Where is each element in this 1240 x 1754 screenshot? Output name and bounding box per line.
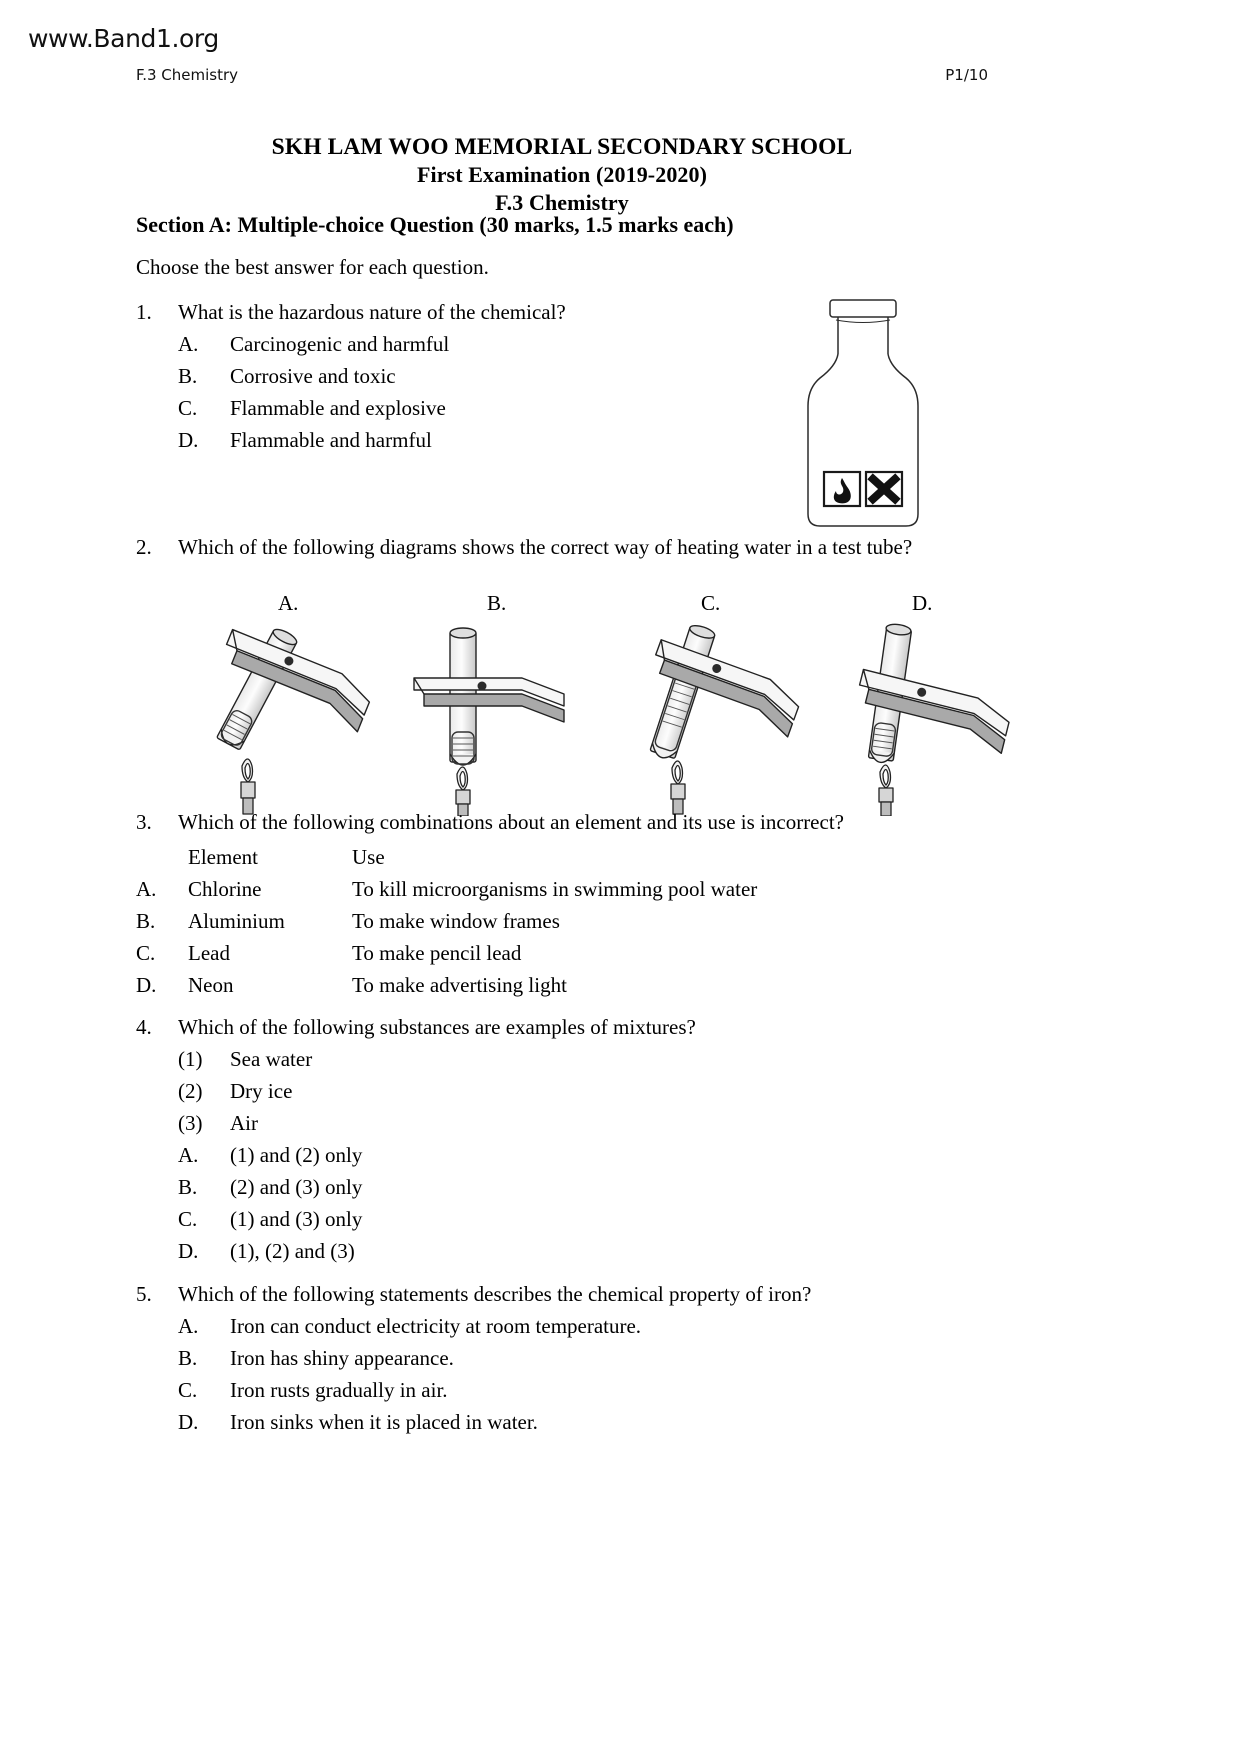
- option-label: B.: [178, 364, 198, 388]
- option-label: A.: [178, 1143, 199, 1167]
- element-use: To kill microorganisms in swimming pool water: [352, 877, 758, 901]
- element-name: Lead: [188, 941, 230, 965]
- element-use: To make window frames: [352, 909, 560, 933]
- option-value: (2) and (3) only: [230, 1175, 363, 1199]
- column-header-element: Element: [188, 845, 258, 869]
- question-4-number: 4.: [136, 1015, 152, 1039]
- question-4-option-b[interactable]: [178, 1175, 1036, 1200]
- school-name: SKH LAM WOO MEMORIAL SECONDARY SCHOOL: [271, 134, 853, 160]
- diagram-a: [190, 616, 420, 816]
- statement-value: Dry ice: [230, 1079, 293, 1103]
- question-4-option-c[interactable]: [178, 1207, 1036, 1232]
- option-value: (1) and (3) only: [230, 1207, 363, 1231]
- header-subject: F.3 Chemistry: [136, 66, 239, 84]
- question-1-option-c[interactable]: [178, 396, 696, 421]
- option-label: B.: [178, 1346, 198, 1370]
- option-label: C.: [178, 1207, 198, 1231]
- option-label: B.: [136, 909, 156, 933]
- question-5-number: 5.: [136, 1282, 152, 1306]
- figure-label-d: D.: [912, 591, 933, 615]
- figure-label-b: B.: [487, 591, 507, 615]
- question-4: [136, 1015, 1036, 1264]
- question-4-text: Which of the following substances are examples of mixtures?: [178, 1015, 696, 1039]
- element-name: Aluminium: [188, 909, 285, 933]
- option-label: A.: [136, 877, 157, 901]
- statement-label: (1): [178, 1047, 203, 1071]
- statement-value: Air: [230, 1111, 258, 1135]
- option-label: C.: [136, 941, 156, 965]
- question-1-number: 1.: [136, 300, 152, 324]
- question-5-text: Which of the following statements describes the chemical property of iron?: [178, 1282, 812, 1306]
- question-1-option-a[interactable]: [178, 332, 696, 357]
- figure-label-a: A.: [278, 591, 299, 615]
- diagram-b: [402, 616, 632, 816]
- option-value: Flammable and explosive: [230, 396, 446, 420]
- question-5: [136, 1282, 1036, 1435]
- question-3-column-headers: [188, 845, 1036, 870]
- column-header-use: Use: [352, 845, 385, 869]
- option-label: B.: [178, 1175, 198, 1199]
- question-5-option-d[interactable]: [178, 1410, 1036, 1435]
- question-4-option-d[interactable]: [178, 1239, 1036, 1264]
- diagram-c: [616, 616, 846, 816]
- question-5-option-c[interactable]: [178, 1378, 1036, 1403]
- option-label: D.: [178, 428, 199, 452]
- question-3-number: 3.: [136, 810, 152, 834]
- question-1-text: What is the hazardous nature of the chemical?: [178, 300, 566, 324]
- option-label: D.: [178, 1239, 199, 1263]
- option-value: Corrosive and toxic: [230, 364, 396, 388]
- header-page-number: P1/10: [945, 66, 988, 84]
- option-label: A.: [178, 332, 199, 356]
- question-3-row-a[interactable]: [136, 877, 1036, 902]
- statement-label: (2): [178, 1079, 203, 1103]
- question-5-option-b[interactable]: [178, 1346, 1036, 1371]
- question-4-statement-3: [178, 1111, 1036, 1136]
- option-label: D.: [178, 1410, 199, 1434]
- site-watermark: www.Band1.org: [28, 24, 219, 53]
- option-label: C.: [178, 1378, 198, 1402]
- question-2: [136, 535, 1036, 560]
- section-heading: Section A: Multiple-choice Question (30 marks, 1.5 marks each): [136, 212, 734, 237]
- question-3-row-b[interactable]: [136, 909, 1036, 934]
- statement-label: (3): [178, 1111, 203, 1135]
- test-tube-heating-figure-row: [150, 588, 1110, 788]
- option-value: Iron has shiny appearance.: [230, 1346, 454, 1370]
- element-use: To make pencil lead: [352, 941, 522, 965]
- question-1: [136, 300, 696, 453]
- option-label: C.: [178, 396, 198, 420]
- question-3: [136, 810, 1036, 998]
- figure-label-c: C.: [701, 591, 721, 615]
- statement-value: Sea water: [230, 1047, 313, 1071]
- element-use: To make advertising light: [352, 973, 567, 997]
- question-3-row-c[interactable]: [136, 941, 1036, 966]
- running-header: [136, 66, 988, 84]
- reagent-bottle-figure: [786, 296, 938, 532]
- diagram-d: [828, 616, 1058, 816]
- question-4-statement-2: [178, 1079, 1036, 1104]
- element-name: Chlorine: [188, 877, 262, 901]
- option-label: D.: [136, 973, 157, 997]
- question-3-text: Which of the following combinations about an element and its use is incorrect?: [178, 810, 844, 834]
- question-3-row-d[interactable]: [136, 973, 1036, 998]
- question-2-text: Which of the following diagrams shows the correct way of heating water in a test tube?: [178, 535, 913, 559]
- element-name: Neon: [188, 973, 234, 997]
- instruction-text: Choose the best answer for each question.: [136, 255, 489, 279]
- question-4-statement-1: [178, 1047, 1036, 1072]
- question-1-option-b[interactable]: [178, 364, 696, 389]
- question-5-option-a[interactable]: [178, 1314, 1036, 1339]
- exam-name: First Examination (2019-2020): [416, 162, 708, 187]
- option-value: Iron rusts gradually in air.: [230, 1378, 448, 1402]
- option-value: Iron can conduct electricity at room temperature.: [230, 1314, 642, 1338]
- subject-name: F.3 Chemistry: [495, 190, 629, 215]
- option-value: (1), (2) and (3): [230, 1239, 355, 1263]
- option-value: Iron sinks when it is placed in water.: [230, 1410, 538, 1434]
- question-4-option-a[interactable]: [178, 1143, 1036, 1168]
- option-value: (1) and (2) only: [230, 1143, 363, 1167]
- question-2-number: 2.: [136, 535, 152, 559]
- option-value: Flammable and harmful: [230, 428, 432, 452]
- option-value: Carcinogenic and harmful: [230, 332, 450, 356]
- title-block: [136, 133, 988, 217]
- question-1-option-d[interactable]: [178, 428, 696, 453]
- option-label: A.: [178, 1314, 199, 1338]
